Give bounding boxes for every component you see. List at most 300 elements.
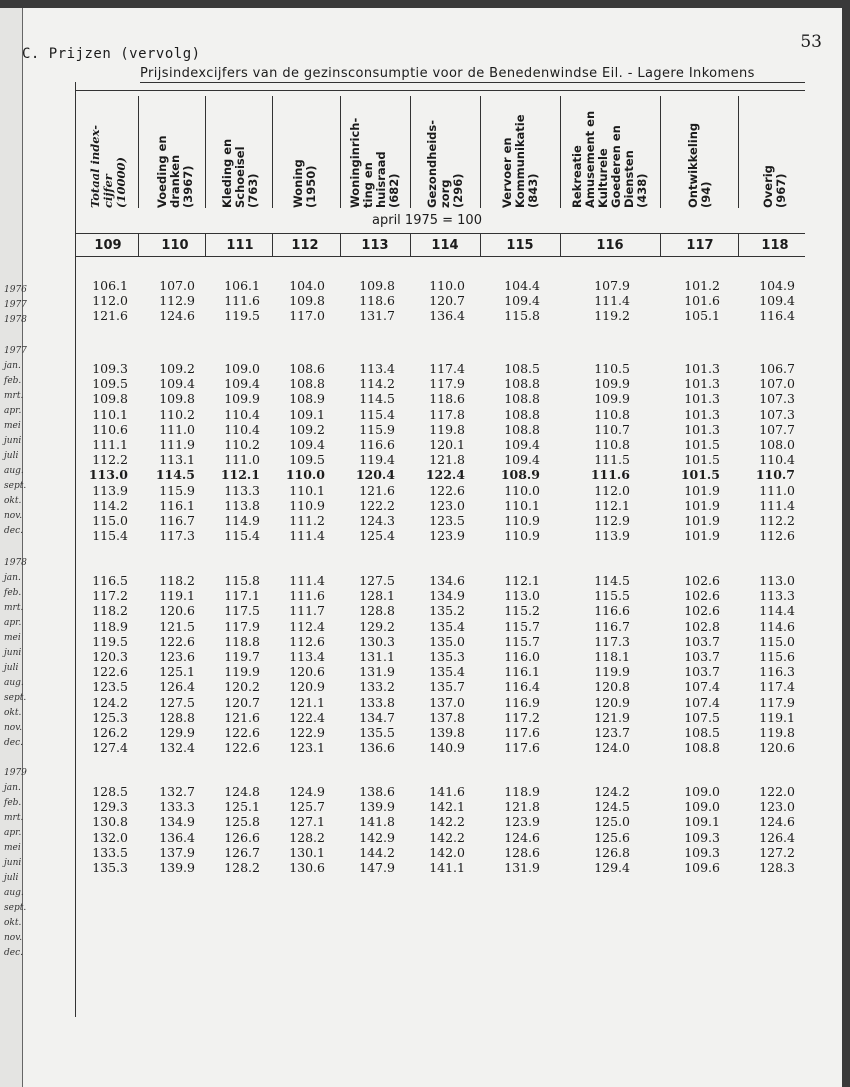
table-cell: 119.8	[429, 421, 465, 437]
side-label: juni	[4, 436, 22, 446]
table-cell: 114.4	[759, 603, 795, 619]
table-cell: 118.1	[594, 649, 630, 664]
table-cell: 119.7	[224, 649, 260, 664]
table-cell: 112.9	[159, 293, 195, 309]
table-cell: 117.8	[429, 406, 465, 422]
table-cell: 111.7	[289, 603, 325, 619]
table-cell: 114.9	[224, 513, 260, 528]
table-cell: 136.4	[159, 829, 195, 845]
table-cell: 107.0	[159, 278, 195, 293]
table-cell: 115.4	[224, 528, 260, 544]
table-cell: 133.2	[359, 679, 395, 695]
table-cell: 124.5	[594, 799, 630, 815]
table-cell: 123.5	[429, 513, 465, 528]
table-cell: 122.6	[224, 740, 260, 756]
column-header-117: Ontwikkeling (94)	[686, 122, 713, 208]
column-number-separator	[738, 234, 739, 256]
side-label: jan.	[4, 783, 21, 793]
table-cell: 139.9	[159, 860, 195, 875]
table-cell: 116.0	[504, 649, 540, 664]
table-cell: 102.6	[684, 573, 720, 588]
table-cell: 120.1	[429, 437, 465, 452]
table-cell: 101.9	[684, 513, 720, 528]
table-cell: 116.6	[594, 603, 630, 619]
table-cell: 110.2	[159, 406, 195, 422]
table-cell: 136.4	[429, 308, 465, 324]
table-cell: 101.2	[684, 278, 720, 293]
table-cell: 133.3	[159, 799, 195, 815]
header-separator	[410, 96, 411, 208]
table-cell: 115.4	[92, 528, 128, 544]
table-cell: 108.9	[500, 467, 540, 483]
table-cell: 121.5	[159, 618, 195, 634]
table-cell: 126.7	[224, 844, 260, 860]
table-cell: 114.2	[92, 497, 128, 513]
table-cell: 101.3	[684, 376, 720, 392]
header-separator	[660, 96, 661, 208]
table-cell: 101.9	[684, 497, 720, 513]
side-label: apr.	[4, 828, 22, 838]
table-cell: 141.8	[359, 814, 395, 830]
table-cell: 128.5	[92, 784, 128, 799]
table-cell: 113.8	[224, 497, 260, 513]
column-number: 109	[94, 238, 122, 253]
side-label: mei	[4, 843, 21, 853]
header-separator	[560, 96, 561, 208]
table-cell: 112.9	[594, 513, 630, 528]
table-cell: 124.2	[594, 784, 630, 799]
table-cell: 123.6	[159, 649, 195, 664]
section-title: C. Prijzen (vervolg)	[22, 46, 201, 62]
table-cell: 112.4	[289, 618, 325, 634]
column-number-rule	[75, 256, 805, 257]
table-cell: 119.2	[594, 308, 630, 324]
table-cell: 110.5	[594, 361, 630, 376]
table-cell: 109.8	[159, 391, 195, 407]
table-cell: 134.9	[429, 588, 465, 604]
side-label: aug.	[4, 466, 24, 476]
side-label: dec.	[4, 526, 23, 536]
table-cell: 121.6	[92, 308, 128, 324]
table-cell: 115.0	[92, 513, 128, 528]
table-cell: 142.2	[429, 814, 465, 830]
table-cell: 119.5	[92, 633, 128, 649]
table-cell: 107.7	[759, 421, 795, 437]
table-cell: 113.0	[88, 467, 128, 483]
table-cell: 101.5	[684, 437, 720, 452]
table-cell: 114.5	[359, 391, 395, 407]
table-cell: 114.5	[155, 467, 195, 483]
table-cell: 123.1	[289, 740, 325, 756]
table-cell: 107.3	[759, 391, 795, 407]
table-cell: 134.6	[429, 573, 465, 588]
table-cell: 110.0	[504, 482, 540, 498]
table-cell: 117.4	[429, 361, 465, 376]
table-cell: 122.0	[759, 784, 795, 799]
column-number-separator	[410, 234, 411, 256]
column-number: 116	[596, 238, 624, 253]
table-cell: 114.6	[759, 618, 795, 634]
table-cell: 126.6	[224, 829, 260, 845]
side-label: jan.	[4, 573, 21, 583]
table-cell: 107.3	[759, 406, 795, 422]
table-title: Prijsindexcijfers van de gezinsconsumptie voor de Benedenwindse Eil. - Lagere Inkomens	[140, 66, 755, 81]
table-cell: 107.5	[684, 709, 720, 725]
table-cell: 142.1	[429, 799, 465, 815]
table-cell: 112.1	[220, 467, 260, 483]
table-cell: 108.5	[684, 725, 720, 740]
side-label: juli	[4, 451, 19, 461]
table-cell: 118.2	[92, 603, 128, 619]
table-cell: 128.8	[159, 709, 195, 725]
table-cell: 112.0	[594, 482, 630, 498]
table-cell: 127.5	[359, 573, 395, 588]
side-label: 1978	[4, 315, 27, 325]
table-cell: 144.2	[359, 844, 395, 860]
page-number: 53	[800, 32, 822, 52]
table-cell: 124.0	[594, 740, 630, 756]
table-cell: 101.9	[684, 528, 720, 544]
table-cell: 120.6	[759, 740, 795, 756]
column-number: 112	[291, 238, 319, 253]
table-cell: 121.9	[594, 709, 630, 725]
table-cell: 135.4	[429, 664, 465, 680]
table-cell: 104.0	[289, 278, 325, 293]
table-cell: 125.4	[359, 528, 395, 544]
table-cell: 132.0	[92, 829, 128, 845]
table-cell: 126.4	[159, 679, 195, 695]
table-cell: 110.0	[285, 467, 325, 483]
side-label: okt.	[4, 496, 22, 506]
table-cell: 109.1	[684, 814, 720, 830]
table-cell: 124.2	[92, 694, 128, 710]
table-cell: 110.1	[92, 406, 128, 422]
table-cell: 107.4	[684, 679, 720, 695]
table-cell: 115.9	[359, 421, 395, 437]
table-cell: 135.7	[429, 679, 465, 695]
table-cell: 118.2	[159, 573, 195, 588]
table-cell: 101.3	[684, 361, 720, 376]
table-cell: 109.5	[289, 452, 325, 468]
table-cell: 101.6	[684, 293, 720, 309]
table-cell: 111.0	[224, 452, 260, 468]
table-cell: 116.3	[759, 664, 795, 680]
table-cell: 109.0	[684, 799, 720, 815]
table-cell: 115.8	[224, 573, 260, 588]
side-label: mei	[4, 633, 21, 643]
table-cell: 110.4	[224, 421, 260, 437]
table-cell: 111.6	[289, 588, 325, 604]
table-cell: 117.4	[759, 679, 795, 695]
table-cell: 147.9	[359, 860, 395, 875]
table-cell: 109.3	[684, 829, 720, 845]
table-cell: 109.3	[92, 361, 128, 376]
table-cell: 111.0	[159, 421, 195, 437]
table-cell: 115.5	[594, 588, 630, 604]
table-cell: 142.0	[429, 844, 465, 860]
table-cell: 118.6	[429, 391, 465, 407]
table-cell: 131.9	[359, 664, 395, 680]
side-label: feb.	[4, 588, 22, 598]
side-label: sept.	[4, 481, 27, 491]
table-cell: 111.6	[590, 467, 630, 483]
table-cell: 124.9	[289, 784, 325, 799]
table-cell: 116.6	[359, 437, 395, 452]
table-cell: 128.1	[359, 588, 395, 604]
column-header-118: Overig (967)	[761, 165, 788, 208]
side-label: dec.	[4, 948, 23, 958]
table-cell: 109.8	[289, 293, 325, 309]
table-cell: 119.1	[159, 588, 195, 604]
table-cell: 125.1	[159, 664, 195, 680]
table-cell: 137.0	[429, 694, 465, 710]
table-cell: 115.8	[504, 308, 540, 324]
table-cell: 118.9	[92, 618, 128, 634]
table-cell: 112.1	[594, 497, 630, 513]
table-cell: 119.4	[359, 452, 395, 468]
table-cell: 123.5	[92, 679, 128, 695]
column-number: 117	[686, 238, 714, 253]
table-cell: 123.7	[594, 725, 630, 740]
side-label: 1979	[4, 768, 27, 778]
table-cell: 123.9	[429, 528, 465, 544]
side-label: juni	[4, 858, 22, 868]
table-cell: 111.0	[759, 482, 795, 498]
table-cell: 116.7	[594, 618, 630, 634]
table-cell: 129.2	[359, 618, 395, 634]
table-cell: 103.7	[684, 664, 720, 680]
table-cell: 109.4	[759, 293, 795, 309]
table-cell: 110.1	[504, 497, 540, 513]
table-cell: 127.1	[289, 814, 325, 830]
table-cell: 122.9	[289, 725, 325, 740]
table-cell: 108.9	[289, 391, 325, 407]
header-separator	[205, 96, 206, 208]
side-label: mei	[4, 421, 21, 431]
column-number-separator	[138, 234, 139, 256]
table-cell: 120.9	[289, 679, 325, 695]
table-cell: 101.5	[680, 467, 720, 483]
table-cell: 109.9	[224, 391, 260, 407]
table-cell: 109.9	[594, 376, 630, 392]
column-header-111: Kleding en Schoeisel (763)	[219, 138, 260, 208]
table-cell: 108.8	[504, 391, 540, 407]
table-cell: 109.0	[224, 361, 260, 376]
column-number: 118	[761, 238, 789, 253]
table-cell: 109.6	[684, 860, 720, 875]
table-cell: 110.9	[504, 513, 540, 528]
table-cell: 120.7	[429, 293, 465, 309]
table-cell: 113.3	[759, 588, 795, 604]
table-cell: 120.6	[159, 603, 195, 619]
table-cell: 112.0	[92, 293, 128, 309]
table-cell: 115.0	[759, 633, 795, 649]
table-cell: 111.6	[224, 293, 260, 309]
table-cell: 108.8	[289, 376, 325, 392]
column-number-separator	[205, 234, 206, 256]
side-label: 1977	[4, 300, 27, 310]
table-cell: 121.6	[224, 709, 260, 725]
table-cell: 117.6	[504, 725, 540, 740]
table-cell: 130.3	[359, 633, 395, 649]
column-number: 113	[361, 238, 389, 253]
table-cell: 108.5	[504, 361, 540, 376]
table-cell: 103.7	[684, 649, 720, 664]
table-cell: 110.1	[289, 482, 325, 498]
column-number-separator	[272, 234, 273, 256]
table-cell: 107.4	[684, 694, 720, 710]
table-cell: 109.0	[684, 784, 720, 799]
column-header-115: Vervoer en Kommunikatie (843)	[499, 114, 540, 208]
table-cell: 108.0	[759, 437, 795, 452]
column-header-114: Gezondheids- zorg (296)	[424, 119, 465, 208]
table-cell: 121.8	[504, 799, 540, 815]
table-cell: 142.9	[359, 829, 395, 845]
table-cell: 132.4	[159, 740, 195, 756]
table-cell: 130.1	[289, 844, 325, 860]
table-cell: 139.9	[359, 799, 395, 815]
table-cell: 122.2	[359, 497, 395, 513]
table-cell: 117.2	[504, 709, 540, 725]
table-cell: 110.7	[755, 467, 795, 483]
table-cell: 109.4	[289, 437, 325, 452]
table-cell: 113.0	[504, 588, 540, 604]
table-cell: 139.8	[429, 725, 465, 740]
side-label: juli	[4, 873, 19, 883]
side-label: nov.	[4, 933, 23, 943]
header-separator	[272, 96, 273, 208]
table-cell: 130.6	[289, 860, 325, 875]
table-cell: 109.2	[159, 361, 195, 376]
table-cell: 112.6	[289, 633, 325, 649]
header-separator	[738, 96, 739, 208]
table-cell: 110.0	[429, 278, 465, 293]
side-label: jan.	[4, 361, 21, 371]
table-cell: 120.9	[594, 694, 630, 710]
table-cell: 108.8	[504, 376, 540, 392]
table-cell: 135.2	[429, 603, 465, 619]
table-cell: 122.6	[429, 482, 465, 498]
table-cell: 118.8	[224, 633, 260, 649]
table-cell: 120.2	[224, 679, 260, 695]
side-label: nov.	[4, 511, 23, 521]
table-cell: 117.5	[224, 603, 260, 619]
table-cell: 109.2	[289, 421, 325, 437]
table-cell: 127.4	[92, 740, 128, 756]
side-label: feb.	[4, 376, 22, 386]
table-cell: 126.2	[92, 725, 128, 740]
table-cell: 113.1	[159, 452, 195, 468]
side-label: mrt.	[4, 391, 24, 401]
table-cell: 111.1	[92, 437, 128, 452]
table-cell: 116.1	[159, 497, 195, 513]
table-cell: 106.1	[92, 278, 128, 293]
table-cell: 117.2	[92, 588, 128, 604]
column-number-separator	[560, 234, 561, 256]
table-cell: 115.4	[359, 406, 395, 422]
column-header-116: Rekreatie Amusement en Kulturele Goederen en Diensten (438)	[570, 110, 649, 208]
side-label: feb.	[4, 798, 22, 808]
table-cell: 115.7	[504, 633, 540, 649]
header-separator	[480, 96, 481, 208]
table-cell: 113.3	[224, 482, 260, 498]
table-cell: 110.9	[504, 528, 540, 544]
table-cell: 106.1	[224, 278, 260, 293]
table-cell: 131.9	[504, 860, 540, 875]
table-cell: 128.2	[224, 860, 260, 875]
table-cell: 120.3	[92, 649, 128, 664]
table-cell: 128.6	[504, 844, 540, 860]
table-cell: 134.9	[159, 814, 195, 830]
table-cell: 110.8	[594, 437, 630, 452]
table-cell: 110.8	[594, 406, 630, 422]
table-cell: 102.6	[684, 588, 720, 604]
table-cell: 133.8	[359, 694, 395, 710]
table-cell: 113.4	[289, 649, 325, 664]
side-label: apr.	[4, 406, 22, 416]
table-cell: 125.3	[92, 709, 128, 725]
table-cell: 137.8	[429, 709, 465, 725]
table-cell: 125.1	[224, 799, 260, 815]
column-number: 110	[161, 238, 189, 253]
table-cell: 108.8	[504, 406, 540, 422]
column-number-separator	[340, 234, 341, 256]
table-cell: 117.3	[594, 633, 630, 649]
table-cell: 119.8	[759, 725, 795, 740]
table-cell: 110.2	[224, 437, 260, 452]
table-cell: 102.8	[684, 618, 720, 634]
header-separator	[138, 96, 139, 208]
table-cell: 138.6	[359, 784, 395, 799]
side-label: sept.	[4, 693, 27, 703]
table-cell: 124.6	[759, 814, 795, 830]
table-cell: 120.6	[289, 664, 325, 680]
table-cell: 127.2	[759, 844, 795, 860]
table-cell: 112.1	[504, 573, 540, 588]
table-cell: 118.6	[359, 293, 395, 309]
table-cell: 124.3	[359, 513, 395, 528]
side-label: 1978	[4, 558, 27, 568]
side-label: 1977	[4, 346, 27, 356]
side-label: okt.	[4, 918, 22, 928]
table-cell: 111.4	[759, 497, 795, 513]
table-cell: 104.9	[759, 278, 795, 293]
table-cell: 109.3	[684, 844, 720, 860]
table-cell: 102.6	[684, 603, 720, 619]
table-cell: 117.3	[159, 528, 195, 544]
table-cell: 101.9	[684, 482, 720, 498]
base-period-label: april 1975 = 100	[372, 213, 482, 228]
column-number: 114	[431, 238, 459, 253]
table-cell: 122.6	[224, 725, 260, 740]
table-cell: 125.6	[594, 829, 630, 845]
table-cell: 135.3	[429, 649, 465, 664]
table-cell: 123.0	[759, 799, 795, 815]
table-cell: 113.0	[759, 573, 795, 588]
side-label: aug.	[4, 678, 24, 688]
table-cell: 137.9	[159, 844, 195, 860]
table-cell: 111.9	[159, 437, 195, 452]
table-cell: 129.3	[92, 799, 128, 815]
table-cell: 116.1	[504, 664, 540, 680]
table-cell: 110.6	[92, 421, 128, 437]
table-cell: 103.7	[684, 633, 720, 649]
table-cell: 128.3	[759, 860, 795, 875]
table-cell: 135.5	[359, 725, 395, 740]
table-cell: 111.5	[594, 452, 630, 468]
side-label: sept.	[4, 903, 27, 913]
table-cell: 142.2	[429, 829, 465, 845]
